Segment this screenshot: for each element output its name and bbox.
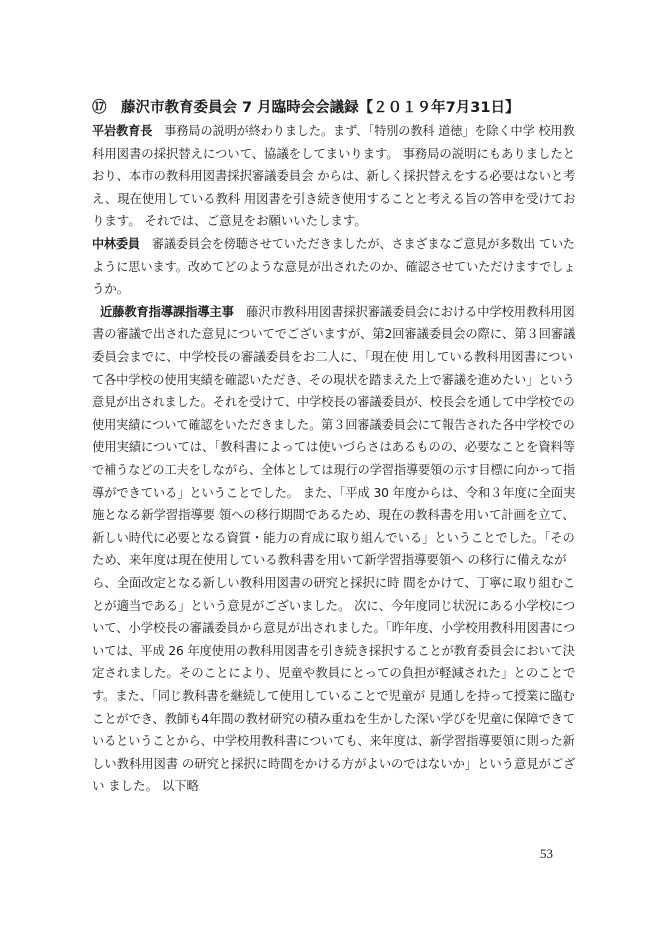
text-line (92, 709, 575, 731)
line-text: いるということから、中学校用教科書についても、来年度は、新学習指導要領に則った新 (92, 733, 575, 749)
line-text: 科用図書の採択替えについて、協議をしてまいります。 事務局の説明にもありましたと (92, 145, 575, 161)
line-text: 委員会までに、中学校長の審議委員をお二人に、「現在使 用している教科用図書につい (92, 349, 573, 364)
speaker-name: 平岩教育長 (92, 123, 153, 138)
speaker-name: 中林委員 (92, 236, 140, 251)
line-text: 定されました。そのことにより、児童や教員にとっての負担が軽減された」とのことで (92, 665, 576, 681)
line-text: いては、平成 26 年度使用の教科用図書を引き続き採択することが教育委員会において決 (92, 642, 575, 658)
text-line (92, 573, 575, 595)
text-line (92, 279, 129, 301)
line-text: い ました。 以下略 (92, 778, 199, 794)
line-text: いて、小学校長の審議委員から意見が出されました。「昨年度、小学校用教科用図書につ (92, 620, 576, 636)
line-text: ことができ、教師も4年間の教材研究の積み重ねを生かした深い学びを児童に保障できて (92, 710, 575, 726)
line-text: ります。 それでは、ご意見をお願いいたします。 (92, 213, 367, 229)
text-line (92, 189, 575, 211)
text-line (92, 370, 575, 392)
line-text: 施となる新学習指導要 領への移行期間であるため、現在の教科書を用いて計画を立て、 (92, 507, 575, 523)
line-text: しい教科用図書 の研究と採択に時間をかける方がよいのではないか」という意見がござ (92, 755, 576, 771)
line-text: 審議委員会を傍聴させていただきましたが、さまざまなご意見が多数出 ていた (151, 236, 575, 251)
text-line (92, 234, 575, 256)
text-line (92, 437, 575, 459)
line-text: とが適当である」という意見がございました。 次に、今年度同じ状況にある小学校につ (92, 597, 576, 613)
text-line (92, 121, 575, 143)
text-line (92, 392, 575, 414)
line-text: え、現在使用している教科 用図書を引き続き使用することと考える旨の答申を受けてお (92, 190, 576, 206)
text-line (92, 460, 575, 482)
text-line (92, 776, 199, 798)
line-text: 導ができている」ということでした。 また、「平成 30 年度からは、令和３年度に全面実 (92, 484, 576, 500)
text-line (92, 528, 575, 550)
line-text: 意見が出されました。それを受けて、中学校長の審議委員が、校長会を通して中学校での (92, 394, 575, 410)
line-text: ように思います。改めてどのような意見が出されたのか、確認させていただけますでしょ (92, 258, 576, 274)
text-line (92, 596, 575, 618)
text-line (92, 618, 575, 640)
text-line (92, 347, 573, 369)
line-text: おり、本市の教科用図書採択審議委員会 からは、新しく採択替えをする必要はないと考 (92, 168, 576, 184)
line-text: うか。 (92, 281, 130, 297)
line-text: で補うなどの工夫をしながら、全体としては現行の学習指導要領の示す目標に向かって指 (92, 462, 576, 477)
text-line (92, 505, 575, 527)
text-line (92, 144, 575, 166)
line-text: 事務局の説明が終わりました。まず、「特別の教科 道徳」を除く中学 校用教 (164, 123, 575, 138)
line-text: ため、来年度は現在使用している教科書を用いて新学習指導要領へ の移行に備えなが (92, 552, 567, 568)
line-text: 藤沢市教科用図書採択審議委員会における中学校用教科用図 (246, 303, 575, 319)
page-title: ⑰ 藤沢市教育委員会 7 月臨時会会議録【２０１９年7月31日】 (92, 100, 520, 116)
text-line (92, 641, 575, 663)
text-line (100, 302, 575, 324)
line-text: て各中学校の使用実績を確認いただき、その現状を踏まえた上で審議を進めたい」という (92, 371, 575, 387)
text-line (92, 663, 575, 685)
text-line (92, 257, 575, 279)
text-line (92, 686, 575, 708)
text-line (92, 324, 575, 346)
line-text: す。また、「同じ教科書を継続して使用していることで児童が 見通しを持って授業に臨む (92, 688, 575, 703)
text-line (92, 166, 575, 188)
line-text: 使用実績については、「教科書によっては使いづらさはあるものの、必要なことを資料等 (92, 439, 576, 455)
line-text: 新しい時代に必要となる資質・能力の育成に取り組んでいる」ということでした。「その (92, 529, 575, 545)
page-number: 53 (540, 846, 553, 861)
text-line (92, 483, 575, 505)
text-line (92, 211, 367, 233)
speaker-name: 近藤教育指導課指導主事 (100, 303, 234, 319)
text-line (92, 550, 567, 572)
text-line (92, 754, 575, 776)
line-text: 使用実績について確認をいただきました。第３回審議委員会にて報告された各中学校での (92, 416, 575, 432)
text-line (92, 415, 575, 437)
line-text: ら、全面改定となる新しい教科用図書の研究と採択に時 間をかけて、丁寧に取り組むこ (92, 575, 576, 590)
text-line (92, 731, 575, 753)
line-text: 書の審議で出された意見についてでございますが、第2回審議委員会の際に、第３回審議 (92, 326, 576, 342)
